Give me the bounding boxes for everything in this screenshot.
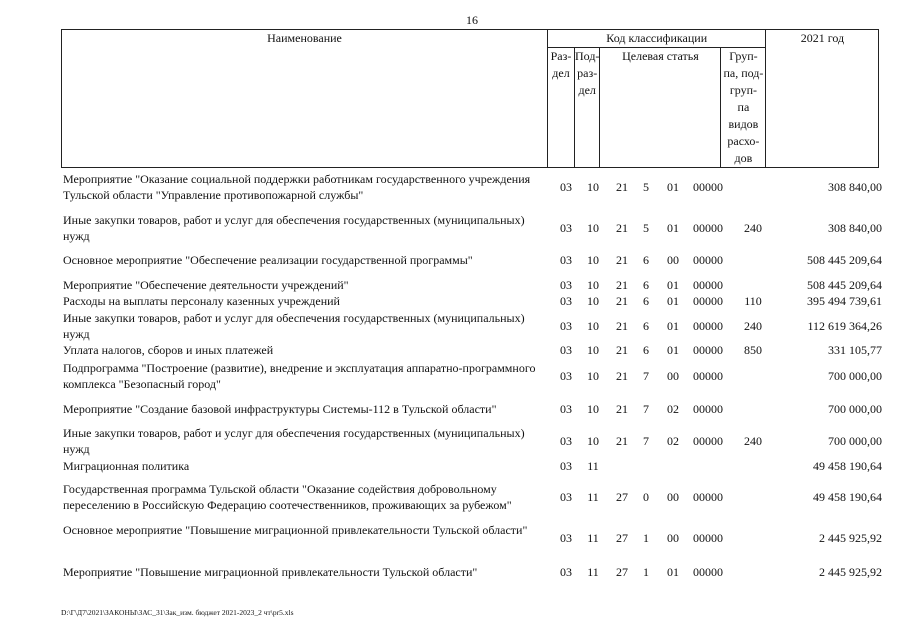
row-sub: 10	[587, 319, 599, 333]
table-header	[61, 29, 879, 168]
row-sub: 10	[587, 221, 599, 235]
header-name: Наименование	[62, 30, 548, 168]
row-sub: 11	[587, 565, 599, 579]
table-row	[0, 342, 905, 358]
row-name: Миграционная политика	[63, 459, 190, 473]
row-sec: 03	[560, 221, 572, 235]
row-t4: 00000	[693, 434, 723, 448]
row-sec: 03	[560, 459, 572, 473]
row-t4: 00000	[693, 278, 723, 292]
row-name: Мероприятие "Обеспечение деятельности учреждений"	[63, 278, 349, 292]
row-sec: 03	[560, 343, 572, 357]
header-section: Раз- дел	[548, 48, 575, 168]
table-row	[0, 401, 905, 417]
row-sub: 11	[587, 490, 599, 504]
row-t1: 21	[616, 294, 628, 308]
row-amt: 395 494 739,61	[807, 294, 882, 308]
row-t3: 02	[667, 434, 679, 448]
row-sub: 11	[587, 459, 599, 473]
row-sub: 10	[587, 180, 599, 194]
header-group: Груп- па, под- груп- па видов расхо- дов	[721, 48, 766, 168]
row-sec: 03	[560, 253, 572, 267]
row-t3: 01	[667, 343, 679, 357]
row-sub: 10	[587, 253, 599, 267]
row-grp: 110	[744, 294, 762, 308]
row-t2: 7	[643, 369, 649, 383]
row-sub: 10	[587, 278, 599, 292]
row-t1: 21	[616, 278, 628, 292]
row-amt: 508 445 209,64	[807, 278, 882, 292]
row-amt: 2 445 925,92	[819, 531, 882, 545]
row-name: Мероприятие "Повышение миграционной привлекательности Тульской области"	[63, 565, 478, 579]
row-t3: 01	[667, 294, 679, 308]
row-grp: 240	[744, 319, 762, 333]
row-sec: 03	[560, 565, 572, 579]
row-sec: 03	[560, 319, 572, 333]
row-t3: 01	[667, 565, 679, 579]
row-t2: 6	[643, 294, 649, 308]
row-t4: 00000	[693, 490, 723, 504]
row-t2: 1	[643, 565, 649, 579]
row-amt: 700 000,00	[828, 402, 882, 416]
row-t3: 00	[667, 253, 679, 267]
row-grp: 240	[744, 221, 762, 235]
row-amt: 49 458 190,64	[813, 459, 882, 473]
row-sec: 03	[560, 294, 572, 308]
row-t4: 00000	[693, 180, 723, 194]
row-amt: 49 458 190,64	[813, 490, 882, 504]
table-row	[0, 212, 905, 244]
row-t1: 27	[616, 531, 628, 545]
row-amt: 700 000,00	[828, 434, 882, 448]
table-row	[0, 425, 905, 457]
row-t1: 21	[616, 369, 628, 383]
row-sec: 03	[560, 434, 572, 448]
row-t3: 00	[667, 369, 679, 383]
row-name: Подпрограмма "Построение (развитие), внедрение и эксплуатация аппаратно-программного комплекса "Безопасный город"	[63, 361, 536, 391]
row-t1: 21	[616, 402, 628, 416]
row-t1: 21	[616, 343, 628, 357]
table-row	[0, 277, 905, 293]
row-amt: 700 000,00	[828, 369, 882, 383]
row-amt: 2 445 925,92	[819, 565, 882, 579]
row-t3: 01	[667, 278, 679, 292]
page-number: 16	[466, 13, 478, 27]
row-t4: 00000	[693, 319, 723, 333]
row-name: Расходы на выплаты персоналу казенных учреждений	[63, 294, 340, 308]
row-amt: 308 840,00	[828, 180, 882, 194]
row-name: Иные закупки товаров, работ и услуг для обеспечения государственных (муниципальных) нужд	[63, 213, 525, 243]
row-amt: 112 619 364,26	[807, 319, 882, 333]
row-t1: 21	[616, 221, 628, 235]
header-subsection: Под- раз- дел	[575, 48, 600, 168]
row-t2: 6	[643, 319, 649, 333]
row-t1: 21	[616, 319, 628, 333]
row-name: Уплата налогов, сборов и иных платежей	[63, 343, 274, 357]
row-t1: 21	[616, 434, 628, 448]
header-year: 2021 год	[766, 30, 879, 168]
row-name: Иные закупки товаров, работ и услуг для обеспечения государственных (муниципальных) нужд	[63, 311, 525, 341]
row-sub: 10	[587, 402, 599, 416]
header-target: Целевая статья	[600, 48, 721, 168]
row-grp: 240	[744, 434, 762, 448]
row-amt: 508 445 209,64	[807, 253, 882, 267]
row-amt: 308 840,00	[828, 221, 882, 235]
file-path-footer: D:\Г\Д7\2021\ЗАКОНЫ\ЗАС_31\Зак_изм. бюджет 2021-2023_2 чт\pr5.xls	[61, 608, 294, 617]
row-sec: 03	[560, 490, 572, 504]
row-t4: 00000	[693, 343, 723, 357]
table-row	[0, 522, 905, 554]
row-grp: 850	[744, 343, 762, 357]
row-t4: 00000	[693, 221, 723, 235]
row-t2: 6	[643, 278, 649, 292]
row-amt: 331 105,77	[828, 343, 882, 357]
row-t1: 21	[616, 253, 628, 267]
table-row	[0, 252, 905, 268]
row-t4: 00000	[693, 294, 723, 308]
row-sub: 11	[587, 531, 599, 545]
header-code: Код классификации	[548, 30, 766, 48]
table-row	[0, 481, 905, 513]
row-t1: 27	[616, 490, 628, 504]
row-t2: 6	[643, 343, 649, 357]
table-row	[0, 310, 905, 342]
row-sub: 10	[587, 343, 599, 357]
table-row	[0, 564, 905, 580]
row-t4: 00000	[693, 402, 723, 416]
row-t3: 00	[667, 531, 679, 545]
row-sub: 10	[587, 369, 599, 383]
row-t3: 01	[667, 221, 679, 235]
row-t4: 00000	[693, 565, 723, 579]
row-name: Мероприятие "Создание базовой инфраструктуры Системы-112 в Тульской области"	[63, 402, 497, 416]
row-name: Основное мероприятие "Повышение миграционной привлекательности Тульской области"	[63, 523, 528, 537]
table-row	[0, 171, 905, 203]
row-sec: 03	[560, 369, 572, 383]
row-t1: 27	[616, 565, 628, 579]
row-t2: 1	[643, 531, 649, 545]
row-t4: 00000	[693, 253, 723, 267]
row-t3: 01	[667, 319, 679, 333]
table-row	[0, 360, 905, 392]
row-t2: 6	[643, 253, 649, 267]
table-row	[0, 458, 905, 474]
row-sec: 03	[560, 278, 572, 292]
row-sec: 03	[560, 180, 572, 194]
row-sub: 10	[587, 294, 599, 308]
row-t3: 02	[667, 402, 679, 416]
row-t2: 7	[643, 402, 649, 416]
row-sec: 03	[560, 402, 572, 416]
row-sec: 03	[560, 531, 572, 545]
row-t4: 00000	[693, 531, 723, 545]
row-t2: 5	[643, 221, 649, 235]
row-t2: 5	[643, 180, 649, 194]
row-t2: 7	[643, 434, 649, 448]
row-t1: 21	[616, 180, 628, 194]
row-name: Иные закупки товаров, работ и услуг для обеспечения государственных (муниципальных) нужд	[63, 426, 525, 456]
row-name: Государственная программа Тульской области "Оказание содействия добровольному переселению в Российскую Федерацию соотечественников, проживающих за рубежом"	[63, 482, 512, 512]
row-name: Основное мероприятие "Обеспечение реализации государственной программы"	[63, 253, 473, 267]
row-t2: 0	[643, 490, 649, 504]
row-name: Мероприятие "Оказание социальной поддержки работникам государственного учреждения Тульской области "Управление противопожарной службы"	[63, 172, 531, 202]
row-t4: 00000	[693, 369, 723, 383]
table-row	[0, 293, 905, 309]
row-t3: 00	[667, 490, 679, 504]
row-sub: 10	[587, 434, 599, 448]
row-t3: 01	[667, 180, 679, 194]
